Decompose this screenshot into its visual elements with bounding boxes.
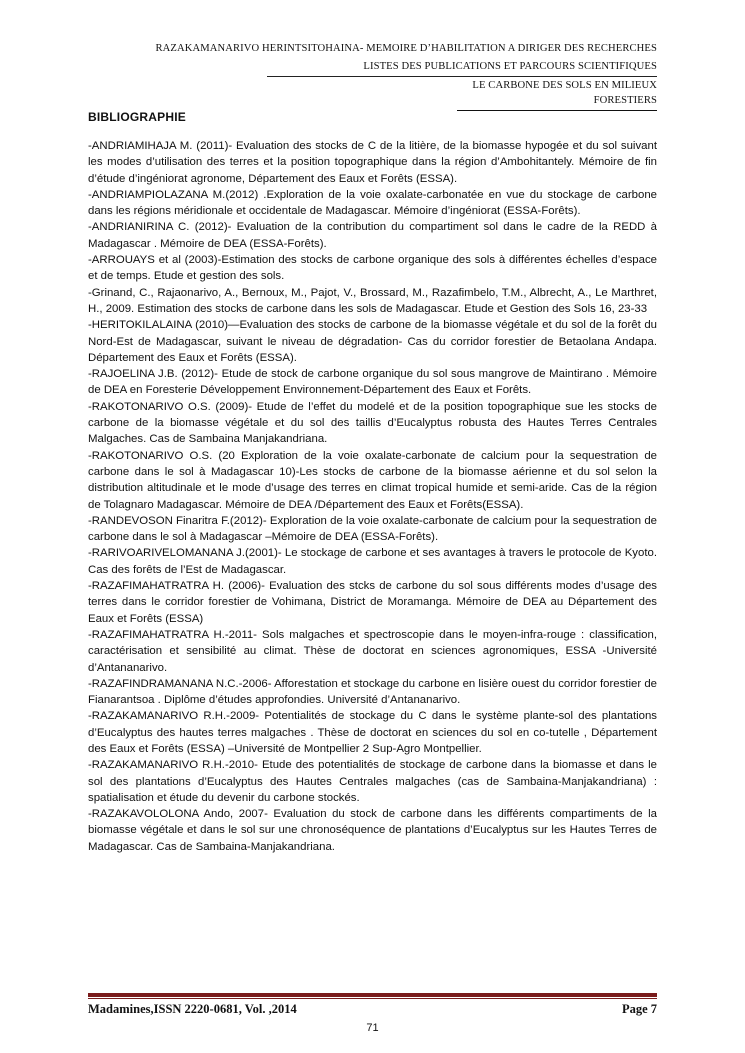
header-section-title: LISTES DES PUBLICATIONS ET PARCOURS SCIENTIFIQUES xyxy=(267,58,657,77)
bibliography-entry: -ANDRIAMIHAJA M. (2011)- Evaluation des stocks de C de la litière, de la biomasse hypogée et du sol suivant les modes d’utilisation des terres et la position topographique dans la région d’Ambohitantely. Mémoire de fin d’étude d’ingéniorat agronome, Département des Eaux et Forêts (ESSA). xyxy=(88,140,657,185)
footer-page-label: Page 7 xyxy=(621,1002,657,1016)
page-number: 71 xyxy=(366,1022,379,1034)
bibliography-entry: -RANDEVOSON Finaritra F.(2012)- Exploration de la voie oxalate-carbonate de calcium pour la sequestration de carbone dans le sol à Madagascar –Mémoire de DEA (ESSA-Forêts). xyxy=(88,514,657,544)
bibliography-entry: -RAJOELINA J.B. (2012)- Etude de stock de carbone organique du sol sous mangrove de Maintirano . Mémoire de DEA en Foresterie Développement Environnement-Département des Eaux et Forêts. xyxy=(88,368,657,397)
header-author-title: RAZAKAMANARIVO HERINTSITOHAINA- MEMOIRE D’HABILITATION A DIRIGER DES RECHERCHES xyxy=(155,43,657,54)
bibliography-entry: -ARROUAYS et al (2003)-Estimation des stocks de carbone organique des sols à différentes échelles d’espace et de temps. Etude et gestion des sols. xyxy=(88,254,657,283)
bibliography-entry: -RAZAFINDRAMANANA N.C.-2006- Afforestation et stockage du carbone en lisière ouest du corridor forestier de Fianarantsoa . Diplôme d’études approfondies. Université d’Antananarivo. xyxy=(88,677,657,707)
bibliography-entry: -RAKOTONARIVO O.S. (20 Exploration de la voie oxalate-carbonate de calcium pour la sequestration de carbone dans le sol à Madagascar 10)-Les stocks de carbone de la biomasse aérienne et du sol selon la distribution altitudinale et le mode d’usage des terres en climat tropical humide et semi-aride. Cas de la région de Tolagnaro Madagascar. Mémoire de DEA /Département des Eaux et Forêts(ESSA). xyxy=(88,449,657,511)
bibliography-entry: -Grinand, C., Rajaonarivo, A., Bernoux, M., Pajot, V., Brossard, M., Razafimbelo, T.M., Albrecht, A., Le Marthret, H., 2009. Estimation des stocks de carbone dans les sols de Madagascar. Etude et Gestion des Sols 16, 23-33 xyxy=(88,286,657,315)
bibliography-section xyxy=(88,110,657,855)
bibliography-entry: -RAZAFIMAHATRATRA H.-2011- Sols malgaches et spectroscopie dans le moyen-infra-rouge : classification, caractérisation et sensibilité au climat. Thèse de doctorat en sciences agronomiques, ESSA -Université d’Antananarivo. xyxy=(88,628,657,674)
bibliography-entry: -RAZAFIMAHATRATRA H. (2006)- Evaluation des stcks de carbone du sol sous différents modes d’usage des terres dans le corridor forestier de Vohimana, District de Moramanga. Mémoire de DEA au Département des Eaux et Forêts (ESSA) xyxy=(88,580,657,625)
header-chapter-title: LE CARBONE DES SOLS EN MILIEUX FORESTIERS xyxy=(457,77,657,111)
page-header xyxy=(57,40,657,111)
bibliography-entry: -RAKOTONARIVO O.S. (2009)- Etude de l’effet du modelé et de la position topographique sue les stocks de carbone de la biomasse végétale et du sol des taillis d’Eucalyptus robusta des Hautes Terres Centrales Malgaches. Cas de Sambaina Manjakandriana. xyxy=(88,400,657,446)
bibliography-entry: -RARIVOARIVELOMANANA J.(2001)- Le stockage de carbone et ses avantages à travers le protocole de Kyoto. Cas des forêts de l’Est de Madagascar. xyxy=(88,547,657,576)
footer-journal: Madamines,ISSN 2220-0681, Vol. ,2014 xyxy=(88,1002,297,1016)
bibliography-entry: -RAZAKAVOLOLONA Ando, 2007- Evaluation du stock de carbone dans les différents compartiments de la biomasse végétale et dans le sol sur une chronoséquence de plantations d’Eucalyptus sur les Hautes Terres de Madagascar. Cas de Sambaina-Manjakandriana. xyxy=(88,808,657,853)
bibliography-entry: -ANDRIAMPIOLAZANA M.(2012) .Exploration de la voie oxalate-carbonatée en vue du stockage de carbone dans les régions méridionale et occidentale de Madagascar. Mémoire d’ingéniorat (ESSA-Forêts). xyxy=(88,188,657,218)
footer-rule xyxy=(88,993,657,997)
bibliography-entry: -ANDRIANIRINA C. (2012)- Evaluation de la contribution du compartiment sol dans le cadre de la REDD à Madagascar . Mémoire de DEA (ESSA-Forêts). xyxy=(88,221,657,250)
bibliography-entry: -RAZAKAMANARIVO R.H.-2010- Etude des potentialités de stockage de carbone dans la biomasse et dans le sol des plantations d’Eucalyptus des Hautes Centrales malgaches (cas de Sambaina-Manjakandriana) : spatialisation et étude du devenir du carbone stockés. xyxy=(88,759,657,804)
bibliography-entry: -RAZAKAMANARIVO R.H.-2009- Potentialités de stockage du C dans le système plante-sol des plantations d’Eucalyptus des hautes terres malgaches . Thèse de doctorat en sciences du sol en co-tutelle , Département des Eaux et Forêts (ESSA) –Université de Montpellier 2 Sup-Agro Montpellier. xyxy=(88,710,657,755)
bibliography-entry: -HERITOKILALAINA (2010)—Evaluation des stocks de carbone de la biomasse végétale et du sol de la forêt du Nord-Est de Madagascar, suivant le niveau de dégradation- Cas du corridor forestier de Betaolana Andapa. Département des Eaux et Forêts (ESSA). xyxy=(88,319,657,364)
footer-rule-thin xyxy=(88,998,657,999)
section-title: BIBLIOGRAPHIE xyxy=(88,110,186,124)
